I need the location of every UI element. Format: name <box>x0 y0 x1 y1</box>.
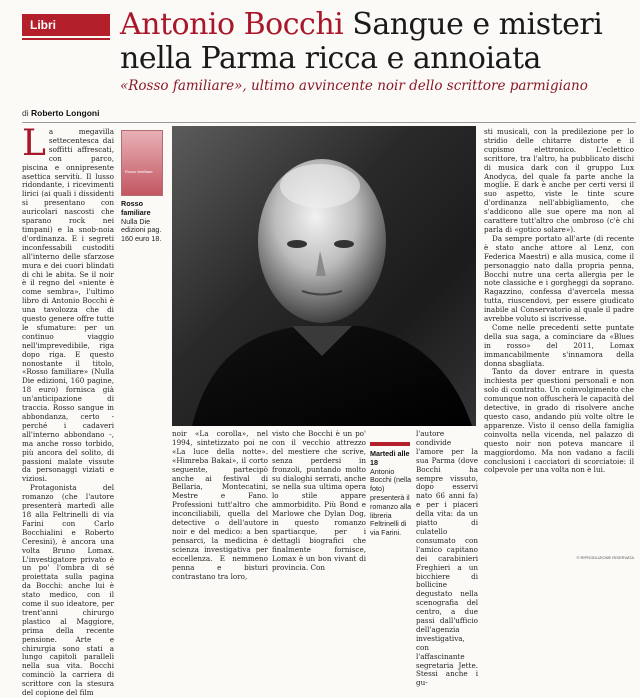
section-rule <box>22 38 110 40</box>
headline-line2: nella Parma ricca e annoiata <box>120 41 541 76</box>
book-cover-title: Rosso familiare <box>125 169 153 174</box>
copyright: © RIPRODUZIONE RISERVATA <box>576 555 634 560</box>
portrait-illustration <box>172 126 476 426</box>
column-4 <box>416 429 478 688</box>
column-1 <box>22 123 114 698</box>
col1-para-1: a megavilla settecentesca dai soffitti affrescati, con parco, piscina e onnipresente asettica servitù. Il lusso ridondante, i ricevimenti lirici (ai quali i dissidenti si presentano con auricolari nascosti che sparano rock nei timpani) e la snob-noia d'ordinanza. E i segreti inconfessabili custoditi all'interno delle sfarzose mura e dei cuori blindati di chi le abita. Se il noir è il regno del «niente è come sembra», l'ultimo libro di Antonio Bocchi è una tavolozza che di questo genere offre tutte le sfumature: per un continuo viaggio nell'imprevedibile, riga dopo riga. E questo nonostante il titolo, «Rosso familiare» (Nulla Die edizioni, 160 pagine, 18 euro) fornisca già un'anticipazione di traccia. Rosso sangue in abbondanza, certo - perché i cadaveri all'interno abbondano -, ma anche rosso torbido, più ancora del solito, di passioni malate vissute da personaggi viziati e viziosi. <box>22 127 114 484</box>
col4-para: l'autore condivide l'amore per la sua Parma (dove Bocchi ha sempre vissuto, dopo esservi nato 66 anni fa) e per i piaceri della vita: da un piatto di culatello consumato con l'amico capitano dei carabinieri Freghieri a un bicchiere di bollicine degustato nella scenografia del centro, a due passi dall'ufficio dell'agenzia investigativa, con l'affascinante segretaria Jette. Stessi anche i gu- <box>416 429 478 688</box>
byline-name: Roberto Longoni <box>31 108 100 118</box>
col3-para: visto che Bocchi è un po' con il vecchio attrezzo del mestiere che scrive, senza perdersi in fronzoli, puntando molto su dialoghi serrati, anche se nella sua ultima opera lo stile appare ammorbidito. Più Bond e Marlowe che Dylan Dog, in questo romanzo spartiacque, per i dettagli biografici che finalmente fornisce, Lomax è un bon vivant di provincia. Con <box>272 429 366 572</box>
book-caption-details: Nulla Die edizioni pag. 160 euro 18. <box>121 216 162 244</box>
section-tag <box>22 14 110 36</box>
event-tag-bar <box>370 442 410 446</box>
book-caption <box>121 200 169 244</box>
byline <box>22 108 99 118</box>
headline-rest: Sangue e misteri <box>343 7 603 42</box>
event-title: Martedì alle 18 <box>370 449 410 467</box>
event-details: Antonio Bocchi (nella foto) presenterà il romanzo alla libreria Feltrinelli di via Farini. <box>370 466 412 538</box>
author-photo <box>172 126 476 426</box>
col5-para-2: Da sempre portato all'arte (di recente è stato anche attore al Lenz, con Federica Maestri) e alla musica, come il personaggio nato dalla propria penna, Bocchi nutre una certa allergia per le note classiche e i gorgheggi da soprano. Ragazzino, confessa d'avercela messa tutta, riuscendovi, per essere giudicato inabile al Conservatorio al quale il padre avrebbe voluto si iscrivesse. <box>484 233 634 324</box>
column-1b <box>121 258 169 560</box>
col5-para-3: Come nelle precedenti sette puntate della sua saga, a cominciare da «Blues in rosso» del 2011, Lomax immancabilmente s'innamora della donna sbagliata. <box>484 322 634 368</box>
event-caption <box>370 450 412 538</box>
book-cover-image <box>121 130 163 196</box>
headline-author: Antonio Bocchi <box>120 7 344 42</box>
header-rule <box>22 122 636 123</box>
byline-prefix: di <box>22 108 29 118</box>
headline <box>120 8 635 76</box>
col5-para-4: Tanto da dover entrare in questa inchiesta per questioni personali e non solo di contratto. Un coinvolgimento che comunque non offuscherà le capacità del detective, in grado di risolvere anche questo caso, andando più volte oltre le apparenze. Visto il censo della famiglia coinvolta nella vicenda, nel palazzo di questo noir non poteva mancare il maggiordomo. Ma non vadano a facili conclusioni i cacciatori di scorciatoie: il colpevole per una volta non è lui. <box>484 367 634 475</box>
book-caption-title: Rosso familiare <box>121 199 151 217</box>
section-label: Libri <box>30 18 56 32</box>
col1-para-2: Protagonista del romanzo (che l'autore presenterà martedì alle 18 alla Feltrinelli di via Farini con Carlo Bocchialini e Roberto Ceresini), è ancora una volta Bruno Lomax. L'investigatore privato è un po' l'ombra di sé proiettata sulla pagina da Bocchi: anche lui è stato medico, con il come il suo ideatore, per trent'anni chirurgo plastico al Maggiore, prima della recente pensione. Arte e chirurgia sono stati a lungo capitoli paralleli nella sua vita. Bocchi cominciò la carriera di scrittore con la stesura del copione del film <box>22 483 114 698</box>
column-5 <box>484 128 634 550</box>
col2-para: noir «La corolla», nel 1994, sintetizzato poi ne «La luce della notte». «Himreba Bakai», il corto seguente, partecipò anche ai festival di Bellaria, Montecatini, Mestre e Fano. Professioni tutt'altro che inconciliabili, quella del detective o dell'autore noir e del medico: a ben pensarci, la medicina è scienza investigativa per eccellenza. E nemmeno penna e bisturi contrastano tra loro, <box>172 429 268 581</box>
column-2 <box>172 429 268 581</box>
subhead: «Rosso familiare», ultimo avvincente noir dello scrittore parmigiano <box>120 78 588 94</box>
dropcap: L <box>22 123 46 164</box>
col5-para-1: sti musicali, con la predilezione per lo stridio delle chitarre distorte e il cupismo elettronico. L'eclettico scrittore, tra l'altro, ha pubblicato dischi di musica dark con il gruppo Lux Anodyca, del quale fa parte anche la moglie. E dark è anche per certi versi il suo aspetto, viste le tinte scure d'ordinanza nell'abbigliamento, che s'addicono alle sue opere ma non al carattere tutt'altro che ombroso (c'è chi parla di «gotico solare»). <box>484 127 634 234</box>
column-3 <box>272 429 366 572</box>
